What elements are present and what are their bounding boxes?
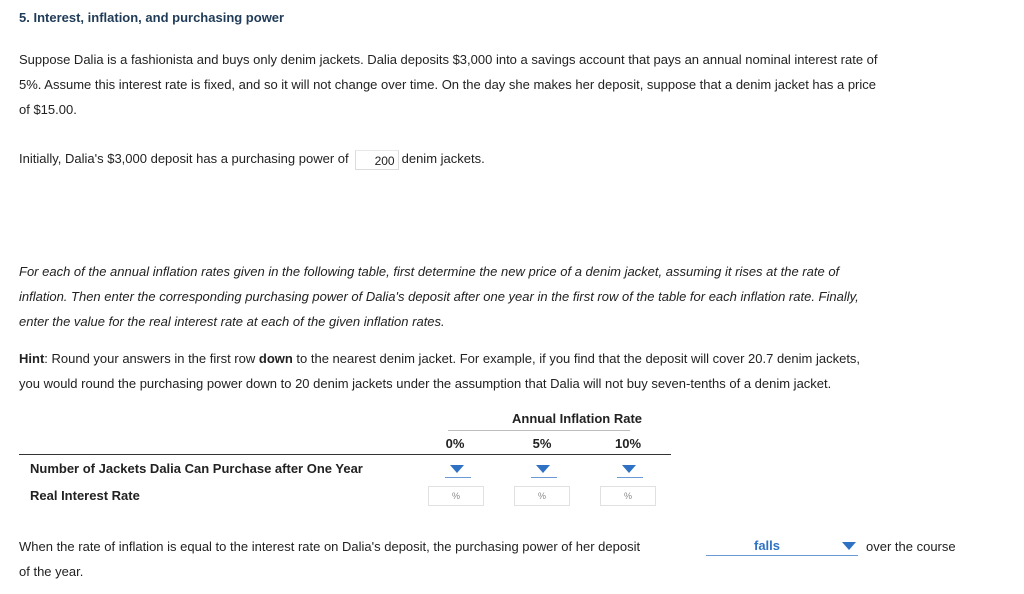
column-header-5pct: 5%	[532, 436, 552, 451]
dropdown-underline	[445, 477, 471, 478]
hint-text-b: to the nearest denim jacket. For example, if you find that the deposit will cover 20.7 denim jackets,	[292, 351, 861, 366]
intro-line-3: of $15.00.	[19, 102, 77, 117]
jackets-dropdown-0pct[interactable]	[443, 463, 473, 481]
inflation-table	[19, 408, 679, 518]
jackets-dropdown-5pct[interactable]	[529, 463, 559, 481]
initial-suffix: denim jackets.	[401, 151, 485, 166]
hint-paragraph	[19, 346, 979, 396]
purchasing-power-dropdown[interactable]	[706, 535, 858, 556]
question-title: 5. Interest, inflation, and purchasing power	[19, 10, 285, 25]
column-header-10pct: 10%	[614, 436, 642, 451]
dropdown-underline	[531, 477, 557, 478]
intro-line-2: 5%. Assume this interest rate is fixed, and so it will not change over time. On the day she makes her deposit, suppose that a denim jacket has a price	[19, 77, 877, 92]
chevron-down-icon	[842, 542, 856, 550]
initial-purchasing-power	[19, 146, 979, 171]
intro-paragraph	[19, 47, 979, 122]
instr-line-2: inflation. Then enter the corresponding purchasing power of Dalia's deposit after one year in the first row of the table for each inflation rate. Finally,	[19, 289, 859, 304]
hint-label: Hint	[19, 351, 45, 366]
final-suffix: over the course	[866, 539, 956, 554]
hint-text-a: : Round your answers in the first row	[44, 351, 259, 366]
instructions-paragraph	[19, 259, 979, 334]
jackets-dropdown-10pct[interactable]	[615, 463, 645, 481]
instr-line-3: enter the value for the real interest rate at each of the given inflation rates.	[19, 314, 445, 329]
chevron-down-icon	[450, 465, 464, 473]
group-header-divider	[448, 430, 630, 431]
column-header-0pct: 0%	[445, 436, 465, 451]
final-line-1: When the rate of inflation is equal to the interest rate on Dalia's deposit, the purchasing power of her deposit	[19, 539, 641, 554]
table-group-header: Annual Inflation Rate	[512, 411, 642, 426]
final-line-2: of the year.	[19, 564, 84, 579]
initial-value-input[interactable]: 200	[355, 150, 399, 170]
intro-line-1: Suppose Dalia is a fashionista and buys only denim jackets. Dalia deposits $3,000 into a savings account that pays an annual nominal interest rate of	[19, 52, 878, 67]
row-label-real-rate: Real Interest Rate	[30, 488, 140, 503]
real-rate-input-0pct[interactable]: %	[428, 486, 484, 506]
instr-line-1: For each of the annual inflation rates given in the following table, first determine the new price of a denim jacket, assuming it rises at the rate of	[19, 264, 840, 279]
dropdown-underline	[617, 477, 643, 478]
row-label-jackets: Number of Jackets Dalia Can Purchase after One Year	[30, 461, 363, 476]
hint-bold-down: down	[258, 351, 293, 366]
real-rate-input-5pct[interactable]: %	[514, 486, 570, 506]
hint-line-2: you would round the purchasing power down to 20 denim jackets under the assumption that Dalia will not buy seven-tenths of a denim jacket.	[19, 376, 832, 391]
chevron-down-icon	[622, 465, 636, 473]
header-divider	[19, 454, 671, 455]
chevron-down-icon	[536, 465, 550, 473]
initial-prefix: Initially, Dalia's $3,000 deposit has a purchasing power of	[19, 151, 349, 166]
real-rate-input-10pct[interactable]: %	[600, 486, 656, 506]
hint-line-1	[19, 346, 979, 371]
dropdown-selected-value: falls	[754, 538, 781, 553]
